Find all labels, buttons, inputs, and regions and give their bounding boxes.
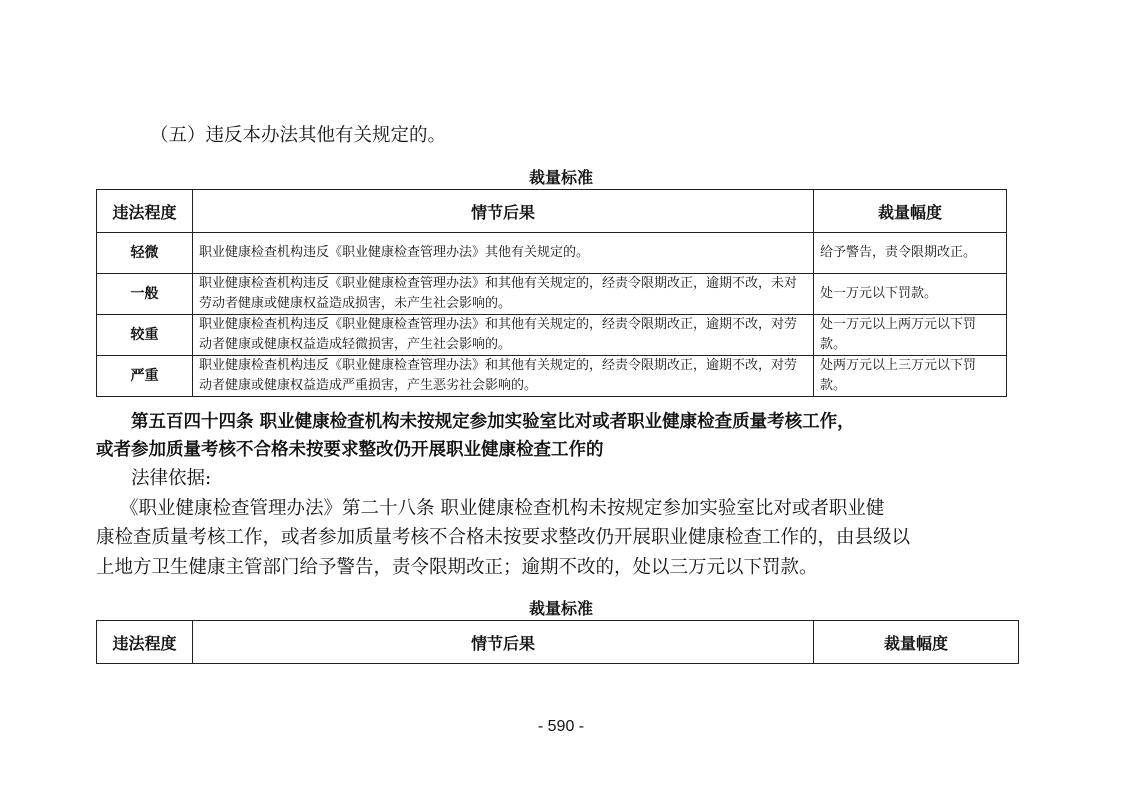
range-cell: 处一万元以下罚款。	[814, 274, 1007, 315]
table1-caption: 裁量标准	[528, 168, 593, 187]
level-cell: 一般	[97, 274, 193, 315]
table2-caption: 裁量标准	[528, 599, 593, 618]
table1	[96, 189, 1007, 397]
table2-header-row	[97, 621, 1019, 664]
legal-basis-line3: 上地方卫生健康主管部门给予警告，责令限期改正；逾期不改的，处以三万元以下罚款。	[96, 557, 818, 578]
consequence-cell: 职业健康检查机构违反《职业健康检查管理办法》其他有关规定的。	[193, 233, 814, 274]
level-cell: 严重	[97, 356, 193, 397]
range-cell: 给予警告，责令限期改正。	[814, 233, 1007, 274]
table1-header-row	[97, 190, 1007, 233]
table-row	[97, 233, 1007, 274]
table-row	[97, 356, 1007, 397]
level-cell: 较重	[97, 315, 193, 356]
item-five: （五）违反本办法其他有关规定的。	[150, 125, 447, 146]
table-row	[97, 315, 1007, 356]
article-title-line2: 或者参加质量考核不合格未按要求整改仍开展职业健康检查工作的	[96, 440, 604, 460]
header-level: 违法程度	[97, 621, 193, 664]
header-range: 裁量幅度	[814, 190, 1007, 233]
article-title-line1: 第五百四十四条 职业健康检查机构未按规定参加实验室比对或者职业健康检查质量考核工作，	[131, 412, 855, 432]
legal-basis-line2: 康检查质量考核工作，或者参加质量考核不合格未按要求整改仍开展职业健康检查工作的，由县级以	[96, 527, 911, 548]
range-cell: 处一万元以上两万元以下罚款。	[814, 315, 1007, 356]
table2	[96, 620, 1019, 664]
consequence-cell: 职业健康检查机构违反《职业健康检查管理办法》和其他有关规定的，经责令限期改正，逾期不改，未对劳动者健康或健康权益造成损害，未产生社会影响的。	[193, 274, 814, 315]
level-cell: 轻微	[97, 233, 193, 274]
header-range: 裁量幅度	[814, 621, 1019, 664]
table-row	[97, 274, 1007, 315]
header-consequence: 情节后果	[193, 190, 814, 233]
page-number: - 590 -	[537, 718, 585, 735]
consequence-cell: 职业健康检查机构违反《职业健康检查管理办法》和其他有关规定的，经责令限期改正，逾期不改，对劳动者健康或健康权益造成轻微损害，产生社会影响的。	[193, 315, 814, 356]
consequence-cell: 职业健康检查机构违反《职业健康检查管理办法》和其他有关规定的，经责令限期改正，逾期不改，对劳动者健康或健康权益造成严重损害，产生恶劣社会影响的。	[193, 356, 814, 397]
header-level: 违法程度	[97, 190, 193, 233]
header-consequence: 情节后果	[193, 621, 814, 664]
legal-basis-line1: 《职业健康检查管理办法》第二十八条 职业健康检查机构未按规定参加实验室比对或者职业健	[120, 498, 885, 519]
legal-basis-label: 法律依据:	[131, 468, 212, 489]
range-cell: 处两万元以上三万元以下罚款。	[814, 356, 1007, 397]
